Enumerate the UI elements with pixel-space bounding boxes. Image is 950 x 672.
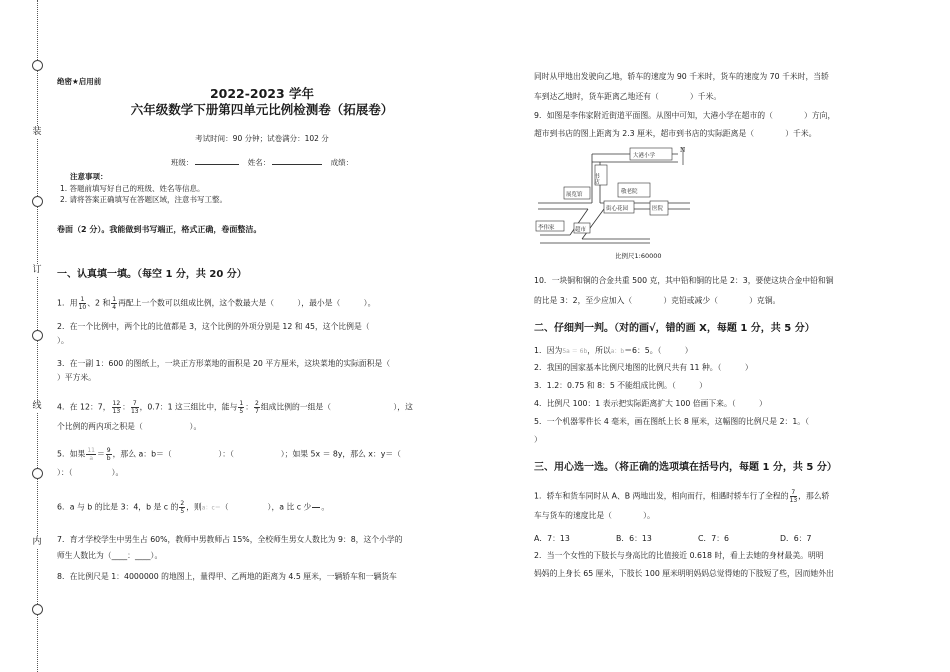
- binding-hole: [32, 468, 43, 479]
- section3-title: 三、用心选一选。（将正确的选项填在括号内，每题 1 分，共 5 分）: [534, 462, 837, 473]
- judge-question-3: 3．1.2：0.75 和 8：5 不能组成比例。（ ）: [534, 381, 707, 390]
- question-10: 10．一块铜和铜的合金共重 500 克，其中铅和铜的比是 2：3，要使这块合金中铅和铜 的比是 3：2，至少应加入（ ）克铅或减少（ ）克铜。: [534, 276, 834, 305]
- option-b[interactable]: B．6：13: [616, 534, 652, 543]
- binding-char: 线: [29, 400, 45, 412]
- question-7: 7．育才学校学生中男生占 60%，教师中男教师占 15%，全校师生男女人数比为 9：8，这个小学的 师生人数比为（____：____）。: [57, 535, 403, 560]
- binding-char: 订: [29, 264, 45, 276]
- binding-hole: [32, 60, 43, 71]
- note-item: 2. 请将答案正确填写在答题区域，注意书写工整。: [60, 195, 228, 204]
- judge-question-4: 4．比例尺 100：1 表示把实际距离扩大 100 倍画下来。（ ）: [534, 399, 767, 408]
- score-label: 成绩：: [330, 158, 354, 167]
- binding-hole: [32, 196, 43, 207]
- map-label-nursing: 敬老院: [621, 189, 638, 195]
- section2-title: 二、仔细判一判。（对的画√，错的画 X，每题 1 分，共 5 分）: [534, 323, 815, 334]
- binding-char: 内: [29, 536, 45, 548]
- name-blank[interactable]: [272, 156, 322, 165]
- name-label: 姓名：: [247, 158, 271, 167]
- question-3: 3．在一副 1：600 的图纸上，一块正方形菜地的面积是 20 平方厘米，这块菜地的实际面积是（ ）平方米。: [57, 359, 391, 382]
- street-map-figure: [530, 143, 692, 261]
- north-arrow-icon: [680, 147, 685, 165]
- choice-question-1: 1．轿车和货车同时从 A、B 两地出发，相向而行，相遇时轿车行了全程的 $\frac{7}{13}$ ，那么轿 车与货车的速度比是（ ）。: [534, 489, 830, 520]
- notes-block: [60, 171, 227, 206]
- exam-info: 考试时间：90 分钟；试卷满分：102 分: [195, 134, 329, 143]
- secret-label: 绝密★启用前: [57, 77, 102, 86]
- map-label-garden: 街心花园: [606, 206, 629, 212]
- question-6: 6．a 与 b 的比是 3：4，b 是 c 的 $\frac{2}{5}$ ，则a：c＝（ ），a 比 c 少 。: [57, 500, 330, 515]
- exam-year: 2022-2023 学年: [209, 86, 315, 101]
- map-label-bookstore: 书店: [593, 173, 599, 184]
- map-label-museum: 展览馆: [566, 192, 583, 198]
- binding-margin: [28, 0, 48, 672]
- north-label: N: [680, 147, 686, 154]
- choice-question-2: 2．当一个女性的下肢长与身高比的比值接近 0.618 时，看上去她的身材最美。明明 妈妈的上身长 65 厘米，下肢长 100 厘米明明妈妈总觉得她的下肢短了些，因而她外出: [534, 551, 834, 578]
- binding-hole: [32, 330, 43, 341]
- notes-heading: 注意事项：: [70, 172, 108, 181]
- section1-title: 一、认真填一填。（每空 1 分，共 20 分）: [57, 269, 247, 280]
- question-9: 9．如图是李伟家附近街道平面图。从图中可知，大港小学在超市的（ ）方向， 超市到书店的图上距离为 2.3 厘米，超市到书店的实际距离是（ ）千米。: [534, 111, 836, 138]
- map-label-school: 大港小学: [633, 153, 656, 159]
- map-scale: 比例尺1:60000: [615, 252, 662, 260]
- map-label-market: 超市: [575, 227, 587, 233]
- neatness-note: 卷面（2 分）。我能做到书写端正，格式正确，卷面整洁。: [57, 225, 262, 234]
- exam-title: 六年级数学下册第四单元比例检测卷（拓展卷）: [130, 102, 394, 117]
- binding-hole: [32, 604, 43, 615]
- question-1: 1．用 $\frac{1}{10}$ 、2 和 $\frac{1}{4}$ 再配上一个数可以组成比例，这个数最大是（ ），最小是（ ）。: [57, 296, 376, 311]
- class-blank[interactable]: [195, 156, 239, 165]
- map-label-home: 李伟家: [538, 225, 555, 231]
- student-info-line: [57, 156, 467, 168]
- question-8-cont: 同时从甲地出发驶向乙地，轿车的速度为 90 千米时，货车的速度为 70 千米时，当轿 车到达乙地时，货车距离乙地还有（ ）千米。: [534, 72, 829, 101]
- map-label-hospital: 医院: [652, 206, 664, 212]
- question-5: 5．如果 $\frac{11}{a}$ ＝ $\frac{9}{b}$ ，那么 a：b＝（ ）：（ ）；如果 5x ＝ 8y，那么 x：y＝（ ）：（ ）。: [57, 447, 401, 477]
- judge-question-2: 2．我国的国家基本比例尺地图的比例尺共有 11 种。（ ）: [534, 363, 753, 372]
- binding-char: 装: [29, 126, 45, 138]
- option-a[interactable]: A．7：13: [534, 534, 570, 543]
- choice-options: [534, 533, 894, 545]
- judge-question-5: 5．一个机器零件长 4 毫米，画在图纸上长 8 厘米，这幅图的比例尺是 2：1。（ ）: [534, 417, 809, 444]
- judge-question-1: 1．因为5a ＝ 6b，所以a：b＝6：5。（ ）: [534, 346, 693, 355]
- question-8-start: 8．在比例尺是 1：4000000 的地图上，量得甲、乙两地的距离为 4.5 厘米，一辆轿车和一辆货车: [57, 572, 397, 581]
- option-c[interactable]: C．7：6: [698, 534, 729, 543]
- option-d[interactable]: D．6：7: [780, 534, 812, 543]
- question-4: 4．在 12：7， $\frac{12}{13}$ ： $\frac{7}{13}$ ，0.7：1 这三组比中，能与 $\frac{1}{5}$ ： $\frac{2}{7}$ 组成比例的一组是（ ），这 个比例的两内项之积是（ ）。: [57, 400, 413, 431]
- note-item: 1. 答题前填写好自己的班级、姓名等信息。: [60, 183, 205, 193]
- question-2: 2．在一个比例中，两个比的比值都是 3，这个比例的外项分别是 12 和 45，这个比例是（ ）。: [57, 322, 370, 345]
- class-label: 班级：: [170, 158, 194, 167]
